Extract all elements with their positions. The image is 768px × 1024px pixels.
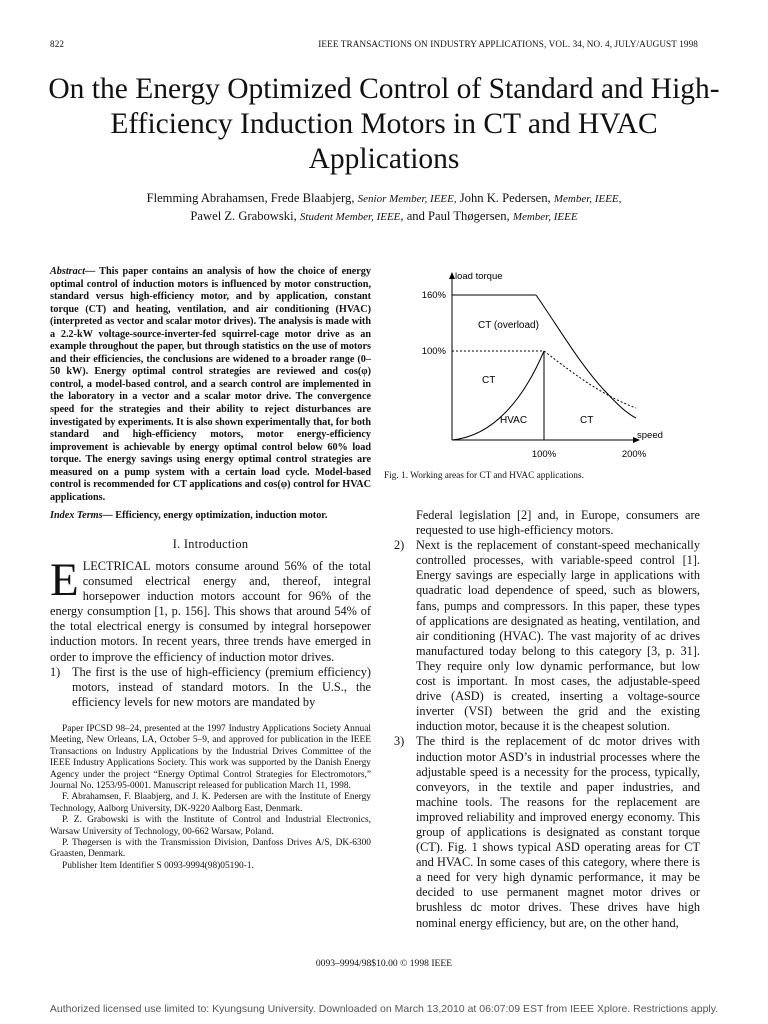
author-list xyxy=(40,190,728,226)
abstract-label: Abstract— xyxy=(50,266,96,277)
figure-caption: Fig. 1. Working areas for CT and HVAC applications. xyxy=(384,471,584,481)
abstract-text: This paper contains an analysis of how the choice of energy optimal control of induction motors is influenced by motor construction, standard versus high-efficiency motor, and by application, constant torque (CT) and heating, ventilation, and air conditioning (HVAC) (interpreted as vector and scalar motor drives). The analysis is made with a 2.2-kW voltage-source-inverter-fed squirrel-cage motor drive as an example throughout the paper, but through statistics on the use of motors and their efficiencies, the conclusions are widened to a broader range (0–50 kW). Energy optimal control strategies are reviewed and xyxy=(50,266,371,378)
list-item xyxy=(394,734,700,930)
list-text: The third is the replacement of dc motor drives with induction motor ASD’s in industrial processes where the adjustable speed is a necessity for the process, typically, conveyors, in the textile and paper industries, and machine tools. The reasons for the replacement are improved reliability and improved energy economy. This group of applications is designated as constant torque (CT). Fig. 1 shows typical ASD operating areas for CT and HVAC. In some cases of this category, where there is a need for very high dynamic performance, it may be decided to use permanent magnet motor drives or brushless dc motor drives. These drives have high nominal energy efficiency, but are, on the other hand, xyxy=(416,734,700,930)
intro-paragraph xyxy=(50,553,371,665)
y-axis-label: load torque xyxy=(455,271,503,282)
right-column xyxy=(394,508,700,931)
author-affiliation: Member, IEEE, xyxy=(553,193,622,205)
x-tick-label: 100% xyxy=(531,449,557,460)
constant-power-curve xyxy=(544,351,636,408)
abstract xyxy=(50,266,371,504)
footnote: Paper IPCSD 98–24, presented at the 1997 Industry Applications Society Annual Meeting, New Orleans, LA, October 5–9, and approved for publication in the IEEE Transactions on Industry Applications by the Industrial Drives Committee of the IEEE Industry Applications Society. This work was supported by the Danish Energy Agency under the project “Energy Optimal Control Strategies for Electromotors,” Journal No. 1253/95-0001. Manuscript released for publication March 11, 1998. xyxy=(50,723,371,791)
author-affiliation: Student Member, IEEE xyxy=(299,211,401,223)
footnote: P. Z. Grabowski is with the Institute of Control and Industrial Electronics, Warsaw University of Technology, 00-662 Warsaw, Poland. xyxy=(50,815,371,837)
list-number: 2) xyxy=(394,538,405,553)
region-label: CT xyxy=(580,415,594,426)
cos-phi-symbol: cos(φ) xyxy=(263,479,291,491)
intro-text: LECTRICAL motors consume around 56% of the total consumed electrical energy and, thereof, integral horsepower induction motors account for 96% of the energy consumption [1, p. 156]. This shows that around 54% of the total electrical energy is consumed by integral horsepower induction motors. In recent years, three trends have emerged in order to improve the efficiency of induction motor drives. xyxy=(50,558,371,664)
y-tick-label: 160% xyxy=(421,290,446,301)
author-names: Flemming Abrahamsen, Frede Blaabjerg, xyxy=(146,191,355,205)
y-tick-label: 100% xyxy=(421,346,446,357)
cos-phi-symbol: cos(φ) xyxy=(344,366,371,378)
figure-1-diagram xyxy=(384,268,714,468)
index-terms-label: Index Terms— xyxy=(50,510,113,522)
list-item xyxy=(50,665,371,710)
author-names: John K. Pedersen, xyxy=(459,191,551,205)
author-line-1 xyxy=(40,190,728,208)
author-line-2 xyxy=(40,208,728,226)
hvac-curve xyxy=(452,351,544,440)
author-affiliation: Senior Member, IEEE, xyxy=(357,193,457,205)
section-heading: I. Introduction xyxy=(172,536,249,551)
region-label: HVAC xyxy=(500,415,528,426)
footnote: Publisher Item Identifier S 0093-9994(98)05190-1. xyxy=(62,860,254,871)
footnote: P. Thøgersen is with the Transmission Division, Danfoss Drives A/S, DK-6300 Graasten, Denmark. xyxy=(50,837,371,860)
author-names: Pawel Z. Grabowski, xyxy=(190,209,297,223)
drop-cap: E xyxy=(50,553,79,606)
list-number: 1) xyxy=(50,664,61,679)
left-column xyxy=(50,266,371,872)
journal-header: IEEE TRANSACTIONS ON INDUSTRY APPLICATIONS, VOL. 34, NO. 4, JULY/AUGUST 1998 xyxy=(318,39,698,49)
list-item xyxy=(394,538,700,734)
page-number: 822 xyxy=(50,39,65,49)
paper-title: On the Energy Optimized Control of Standard and High-Efficiency Induction Motors in CT and HVAC Applications xyxy=(48,73,720,175)
list-number: 3) xyxy=(394,734,405,749)
list-indent xyxy=(394,508,416,538)
author-names: , and Paul Thøgersen, xyxy=(400,209,510,223)
list-item-continued xyxy=(394,508,700,538)
list-text: The first is the use of high-efficiency (premium efficiency) motors, instead of standard motors. In the U.S., the efficiency levels for new motors are mandated by xyxy=(72,664,371,709)
footnotes xyxy=(50,724,371,872)
list-text: Next is the replacement of constant-speed mechanically controlled processes, with variable-speed control [1]. Energy savings are especially large in applications with quadratic load dependence of speed, such as blowers, fans, pumps and compressors. In this paper, these types of applications are designated as heating, ventilation, and air conditioning (HVAC). The vast majority of ac drives manufactured today belong to this category [3, p. 31]. They require only low dynamic performance, but low cost is important. In most cases, the adjustable-speed drive (ASD) is created, inserting a voltage-source inverter (VSI) between the grid and the existing induction motor, because it is the cheapest solution. xyxy=(416,538,700,734)
x-axis-label: speed xyxy=(637,430,663,441)
abstract-text: control, a model-based control, and a search control are implemented in the laboratory in a vector and a scalar motor drive. The convergence speed for the strategies and their ability to reject disturbances are investigated by experiments. It is also shown experimentally that, for both standard and high-efficiency motors, motor energy-efficiency improvement is achievable by energy optimal control below 60% load torque. The energy savings using energy optimal control strategies are measured on a pump system with a certain load cycle. Model-based control is recommended for CT applications and xyxy=(50,378,371,491)
region-label: CT (overload) xyxy=(478,320,539,331)
region-label: CT xyxy=(482,375,496,386)
license-notice: Authorized licensed use limited to: Kyungsung University. Downloaded on March 13,2010 at 06:07:09 EST from IEEE Xplore. Restrictions apply. xyxy=(49,1003,719,1015)
x-tick-label: 200% xyxy=(621,449,647,460)
copyright-line: 0093–9994/98$10.00 © 1998 IEEE xyxy=(315,958,453,969)
footnote: F. Abrahamsen, F. Blaabjerg, and J. K. Pedersen are with the Institute of Energy Technology, Aalborg University, DK-9220 Aalborg East, Denmark. xyxy=(50,792,371,814)
author-affiliation: Member, IEEE xyxy=(512,211,578,223)
list-text: Federal legislation [2] and, in Europe, consumers are requested to use high-efficiency motors. xyxy=(416,508,700,538)
abstract-text: control for HVAC applications. xyxy=(50,479,371,503)
index-terms-text: Efficiency, energy optimization, induction motor. xyxy=(112,510,328,522)
index-terms xyxy=(50,510,371,523)
